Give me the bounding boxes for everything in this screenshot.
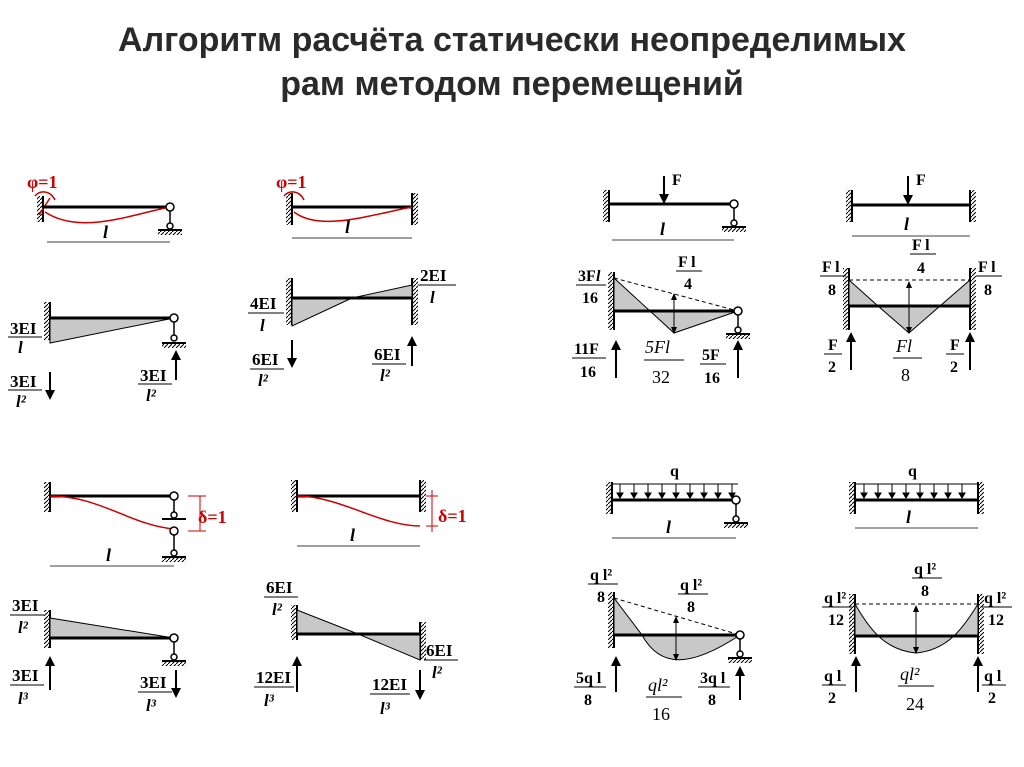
diagram-udl-fixed-pin — [574, 463, 752, 724]
moment-ql2-16 — [646, 675, 682, 724]
moment-diagram-left — [849, 280, 878, 306]
svg-text:4EI: 4EI — [250, 294, 277, 313]
svg-text:16: 16 — [652, 704, 670, 724]
svg-text:12EI: 12EI — [256, 668, 291, 687]
reaction-right — [700, 340, 743, 387]
svg-text:l²: l² — [18, 618, 28, 637]
svg-text:3EI: 3EI — [10, 372, 37, 391]
moment-4ei-l — [248, 294, 284, 335]
svg-text:l²: l² — [258, 371, 268, 390]
svg-text:φ=1: φ=1 — [27, 172, 58, 192]
phi-label — [27, 172, 58, 192]
hatch-left — [286, 193, 292, 225]
reaction-right — [973, 656, 1006, 707]
phi-label: φ=1 — [276, 172, 307, 192]
svg-text:l³: l³ — [264, 691, 274, 710]
svg-text:4: 4 — [917, 260, 925, 277]
epure-hatch-left — [849, 594, 855, 654]
moment-diagram-span — [642, 635, 740, 660]
reaction-left — [254, 656, 302, 710]
moment-diagram-right — [358, 634, 420, 660]
svg-text:16: 16 — [704, 370, 720, 387]
svg-text:24: 24 — [906, 694, 924, 714]
span-label: l — [666, 517, 672, 537]
span-label: l — [103, 222, 109, 242]
reaction-right — [372, 336, 417, 385]
diagram-displacement-fixed-pin — [10, 482, 227, 715]
reaction-right — [370, 670, 425, 718]
svg-text:l²: l² — [380, 366, 390, 385]
moment-diagram — [50, 318, 174, 343]
deflected-shape — [45, 207, 170, 223]
svg-text:δ=1: δ=1 — [198, 507, 227, 527]
hatch-left — [291, 480, 297, 512]
hatch-right — [412, 193, 418, 225]
hatch-right — [420, 480, 426, 512]
moment-diagram-support — [614, 278, 650, 311]
epure-hatch — [44, 610, 50, 648]
hatch — [603, 190, 609, 222]
svg-text:11F: 11F — [574, 341, 599, 358]
svg-text:2: 2 — [828, 359, 836, 376]
ordinate-arrow-up — [913, 605, 919, 612]
svg-text:l: l — [18, 338, 23, 357]
title-line-2: рам методом перемещений — [280, 65, 744, 103]
moment-ql2-24 — [898, 664, 934, 714]
svg-text:2EI: 2EI — [420, 266, 447, 285]
epure-hatch — [608, 592, 614, 648]
moment-ql2-8 — [912, 561, 942, 600]
reaction-left — [10, 656, 55, 708]
svg-text:q l: q l — [984, 668, 1002, 685]
epure-hatch-right — [412, 278, 418, 325]
moment-diagram — [50, 618, 174, 638]
svg-text:F l: F l — [912, 237, 930, 254]
epure-hatch-left — [291, 605, 297, 640]
moment-diagram-left — [292, 298, 352, 326]
svg-text:12: 12 — [988, 612, 1004, 629]
force-arrow — [659, 172, 682, 204]
hatch-right — [978, 482, 984, 514]
hatch-right — [970, 190, 976, 222]
svg-text:12: 12 — [828, 612, 844, 629]
svg-text:4: 4 — [684, 276, 692, 293]
hatch-left — [846, 190, 852, 222]
moment-diagram-span — [650, 311, 738, 333]
load-label: q — [908, 463, 917, 480]
svg-text:l: l — [430, 288, 435, 307]
moment-fl-8-left — [820, 259, 846, 299]
svg-text:3q l: 3q l — [700, 670, 726, 687]
svg-text:q l²: q l² — [680, 577, 703, 594]
hatch — [606, 482, 612, 514]
reaction-left — [824, 332, 856, 376]
svg-text:8: 8 — [687, 599, 695, 616]
svg-text:q l²: q l² — [984, 590, 1007, 607]
svg-text:q l: q l — [824, 668, 842, 685]
epure-fixed-hatch — [44, 302, 50, 340]
moment-diagram-right — [352, 285, 412, 298]
distributed-load — [855, 484, 978, 498]
svg-text:3F: 3F — [578, 268, 596, 285]
moment-3ei-l2 — [10, 596, 44, 637]
reaction-left — [250, 340, 297, 390]
svg-text:F: F — [916, 172, 926, 189]
epure-hatch-right — [970, 268, 976, 330]
span-label: l — [345, 217, 351, 237]
svg-text:F l: F l — [978, 259, 996, 276]
epure-hatch — [608, 272, 614, 330]
diagram-rotation-fixed-fixed — [248, 172, 456, 390]
diagram-force-fixed-pin — [572, 172, 750, 387]
svg-text:l³: l³ — [146, 696, 156, 715]
reaction-right — [698, 666, 745, 709]
moment-6ei-l2-right — [424, 641, 458, 682]
svg-text:F: F — [672, 172, 682, 189]
svg-text:3EI: 3EI — [140, 366, 167, 385]
svg-text:l²: l² — [432, 663, 442, 682]
svg-text:F l: F l — [822, 259, 840, 276]
svg-text:8: 8 — [901, 365, 910, 385]
svg-text:5Fl: 5Fl — [645, 337, 670, 357]
epure-hatch-left — [843, 268, 849, 330]
moment-diagram-support — [614, 598, 642, 635]
svg-text:8: 8 — [584, 692, 592, 709]
deflected-shape — [294, 207, 412, 221]
svg-text:8: 8 — [921, 583, 929, 600]
epure-hatch-left — [286, 278, 292, 325]
hatch — [44, 482, 50, 512]
svg-text:32: 32 — [652, 367, 670, 387]
moment-diagram-right — [940, 280, 970, 306]
span-label: l — [350, 525, 356, 545]
svg-text:ql²: ql² — [648, 675, 668, 695]
moment-5fl-32 — [644, 337, 684, 387]
svg-text:Fl: Fl — [896, 336, 912, 356]
moment-fl-4 — [910, 237, 936, 277]
svg-text:3EI: 3EI — [12, 596, 39, 615]
svg-text:F l: F l — [678, 254, 696, 271]
svg-text:q l²: q l² — [590, 567, 613, 584]
svg-text:5F: 5F — [702, 347, 720, 364]
hatch-left — [849, 482, 855, 514]
svg-text:l²: l² — [146, 386, 156, 405]
delta-marker — [188, 496, 227, 531]
reaction-left — [572, 340, 621, 381]
svg-text:F: F — [828, 337, 838, 354]
svg-text:3EI: 3EI — [12, 666, 39, 685]
svg-text:l³: l³ — [380, 699, 390, 718]
svg-text:5q l: 5q l — [576, 670, 602, 687]
moment-fl-8-right — [976, 259, 1002, 299]
moment-fl-8-center — [893, 336, 922, 385]
reaction-left — [574, 656, 621, 709]
reaction-left — [8, 372, 55, 411]
svg-text:2: 2 — [988, 690, 996, 707]
title-line-1: Алгоритм расчёта статически неопределимых — [118, 21, 906, 59]
moment-ql2-8-mid — [678, 577, 708, 616]
diagram-displacement-fixed-fixed — [254, 480, 467, 718]
svg-text:6EI: 6EI — [266, 578, 293, 597]
svg-text:l²: l² — [16, 392, 26, 411]
svg-text:8: 8 — [597, 589, 605, 606]
svg-text:q l²: q l² — [824, 590, 847, 607]
diagram-rotation-fixed-pin — [8, 172, 186, 411]
svg-text:2: 2 — [828, 690, 836, 707]
delta-marker — [426, 490, 467, 532]
reaction-right — [138, 670, 181, 715]
span-label: l — [660, 219, 666, 239]
svg-text:8: 8 — [708, 692, 716, 709]
svg-text:16: 16 — [582, 290, 598, 307]
svg-text:16: 16 — [580, 364, 596, 381]
reaction-left — [822, 656, 861, 707]
span-label: l — [106, 545, 112, 565]
span-label: l — [906, 507, 912, 527]
force-arrow — [903, 172, 926, 205]
distributed-load — [612, 484, 738, 498]
svg-text:3EI: 3EI — [10, 319, 37, 338]
svg-text:F: F — [950, 337, 960, 354]
svg-text:l: l — [596, 268, 601, 285]
diagram-udl-fixed-fixed — [822, 463, 1012, 714]
moment-fl-4 — [676, 254, 702, 293]
svg-text:6EI: 6EI — [374, 345, 401, 364]
svg-text:12EI: 12EI — [372, 675, 407, 694]
moment-3ei-l — [8, 319, 42, 357]
deflected-shape — [50, 496, 174, 529]
svg-text:ql²: ql² — [900, 664, 920, 684]
span-label: l — [904, 214, 910, 234]
svg-text:2: 2 — [950, 359, 958, 376]
moment-ql2-12-left — [822, 590, 852, 629]
load-label: q — [670, 463, 679, 480]
moment-3f-16 — [576, 268, 606, 307]
svg-text:8: 8 — [984, 282, 992, 299]
svg-text:6EI: 6EI — [252, 350, 279, 369]
pin-support-displaced — [162, 527, 186, 562]
svg-text:q l²: q l² — [914, 561, 937, 578]
diagram-force-fixed-fixed — [820, 172, 1002, 385]
svg-text:8: 8 — [828, 282, 836, 299]
deflected-shape — [297, 496, 420, 526]
moment-2ei-l — [418, 266, 456, 307]
reaction-right — [138, 350, 181, 405]
svg-text:l³: l³ — [18, 689, 28, 708]
svg-text:6EI: 6EI — [426, 641, 453, 660]
moment-diagram-left — [297, 610, 358, 634]
svg-text:l²: l² — [272, 600, 282, 619]
svg-text:l: l — [260, 316, 265, 335]
ordinate-arrow-up — [906, 281, 912, 288]
svg-text:3EI: 3EI — [140, 673, 167, 692]
reaction-right — [946, 332, 975, 376]
svg-text:δ=1: δ=1 — [438, 506, 467, 526]
moment-ql2-12-right — [982, 590, 1012, 629]
